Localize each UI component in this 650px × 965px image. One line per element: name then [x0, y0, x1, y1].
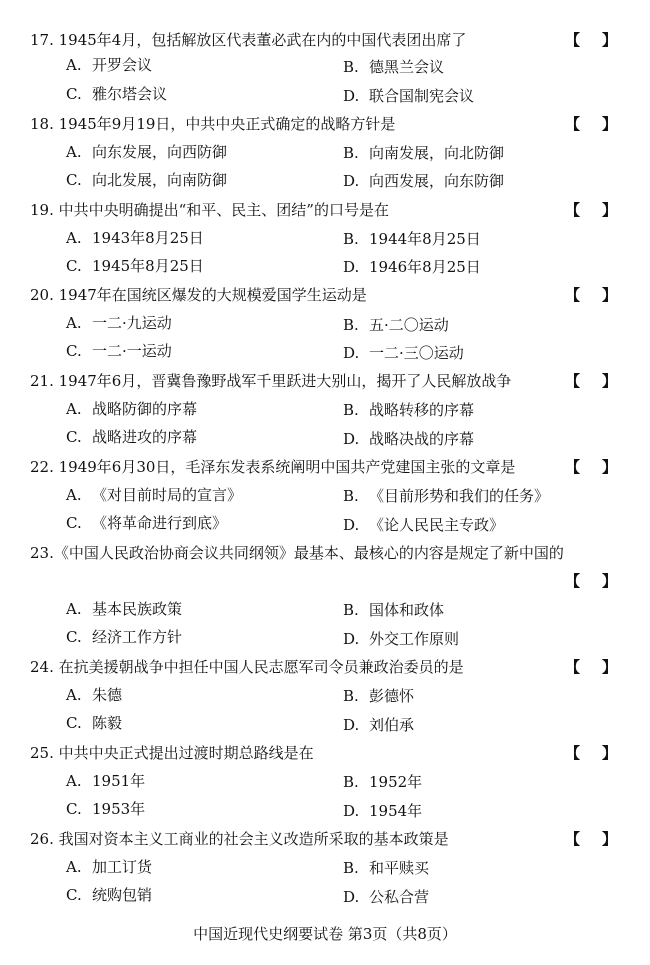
option-a	[66, 313, 172, 333]
option-text: 战略防御的序幕	[92, 400, 198, 418]
option-letter: A.	[66, 858, 82, 876]
question-stem: 20. 1947年在国统区爆发的大规模爱国学生运动是	[30, 286, 367, 304]
option-c	[66, 427, 197, 447]
option-text: 和平赎买	[369, 859, 430, 877]
option-b	[343, 143, 504, 163]
option-letter: A.	[66, 229, 82, 247]
answer-bracket[interactable]	[565, 457, 617, 477]
option-d	[343, 86, 474, 106]
option-text: 彭德怀	[369, 687, 415, 705]
option-text: 外交工作原则	[369, 630, 460, 648]
option-b	[343, 858, 429, 878]
option-text: 1954年	[369, 802, 423, 820]
bracket-open: 【	[565, 286, 581, 304]
option-text: 五·二〇运动	[369, 316, 449, 334]
answer-bracket[interactable]	[565, 200, 617, 220]
option-letter: B.	[343, 144, 359, 162]
option-letter: C.	[66, 514, 82, 532]
option-a	[66, 228, 204, 248]
question-stem: 23.《中国人民政治协商会议共同纲领》最基本、最核心的内容是规定了新中国的	[30, 544, 564, 562]
option-d	[343, 171, 504, 191]
answer-bracket[interactable]	[565, 285, 617, 305]
option-d	[343, 887, 429, 907]
option-text: 基本民族政策	[92, 600, 183, 618]
option-text: 国体和政体	[369, 601, 445, 619]
option-text: 开罗会议	[92, 56, 153, 74]
option-c	[66, 885, 152, 905]
option-letter: D.	[343, 888, 360, 906]
option-c	[66, 799, 145, 819]
bracket-open: 【	[565, 830, 581, 848]
option-text: 雅尔塔会议	[92, 85, 168, 103]
option-c	[66, 627, 182, 647]
option-text: 加工订货	[92, 858, 153, 876]
option-d	[343, 343, 464, 363]
option-letter: B.	[343, 316, 359, 334]
question-stem: 18. 1945年9月19日，中共中央正式确定的战略方针是	[30, 115, 396, 133]
option-text: 1944年8月25日	[369, 230, 481, 248]
option-text: 一二·九运动	[92, 314, 172, 332]
bracket-close: 】	[601, 372, 617, 390]
option-letter: A.	[66, 314, 82, 332]
option-text: 向西发展，向东防御	[369, 172, 505, 190]
option-letter: D.	[343, 172, 360, 190]
option-letter: A.	[66, 772, 82, 790]
option-text: 战略进攻的序幕	[92, 428, 198, 446]
question-stem: 17. 1945年4月，包括解放区代表董必武在内的中国代表团出席了	[30, 31, 467, 49]
option-letter: C.	[66, 886, 82, 904]
bracket-close: 】	[601, 115, 617, 133]
option-letter: D.	[343, 87, 360, 105]
option-c	[66, 170, 227, 190]
option-text: 向东发展，向西防御	[92, 143, 228, 161]
bracket-close: 】	[601, 572, 617, 590]
question-stem: 26. 我国对资本主义工商业的社会主义改造所采取的基本政策是	[30, 830, 449, 848]
option-text: 统购包销	[92, 886, 153, 904]
option-letter: B.	[343, 773, 359, 791]
option-text: 德黑兰会议	[369, 58, 445, 76]
option-letter: B.	[343, 401, 359, 419]
answer-bracket[interactable]	[565, 371, 617, 391]
option-text: 经济工作方针	[92, 628, 183, 646]
option-letter: D.	[343, 430, 360, 448]
option-letter: C.	[66, 714, 82, 732]
option-letter: B.	[343, 487, 359, 505]
option-text: 《将革命进行到底》	[92, 514, 228, 532]
option-b	[343, 600, 444, 620]
option-text: 战略转移的序幕	[369, 401, 475, 419]
option-letter: C.	[66, 628, 82, 646]
option-text: 《对目前时局的宣言》	[92, 486, 243, 504]
option-text: 朱德	[92, 686, 123, 704]
bracket-open: 【	[565, 115, 581, 133]
option-a	[66, 771, 145, 791]
bracket-close: 】	[601, 201, 617, 219]
option-letter: D.	[343, 344, 360, 362]
option-c	[66, 341, 172, 361]
option-text: 1951年	[92, 772, 146, 790]
answer-bracket[interactable]	[565, 30, 617, 50]
option-text: 刘伯承	[369, 716, 415, 734]
option-letter: C.	[66, 800, 82, 818]
option-letter: B.	[343, 230, 359, 248]
answer-bracket[interactable]	[565, 657, 617, 677]
option-text: 向北发展，向南防御	[92, 171, 228, 189]
option-letter: A.	[66, 56, 82, 74]
option-letter: D.	[343, 630, 360, 648]
option-d	[343, 429, 474, 449]
option-text: 联合国制宪会议	[369, 87, 475, 105]
question-stem: 22. 1949年6月30日，毛泽东发表系统阐明中国共产党建国主张的文章是	[30, 458, 516, 476]
option-letter: D.	[343, 802, 360, 820]
option-c	[66, 513, 227, 533]
option-letter: C.	[66, 257, 82, 275]
option-text: 1945年8月25日	[92, 257, 204, 275]
option-text: 1953年	[92, 800, 146, 818]
bracket-close: 】	[601, 286, 617, 304]
option-c	[66, 256, 204, 276]
option-text: 1952年	[369, 773, 423, 791]
question-stem: 21. 1947年6月，晋冀鲁豫野战军千里跃进大别山，揭开了人民解放战争	[30, 372, 512, 390]
option-d	[343, 629, 459, 649]
option-text: 《论人民民主专政》	[369, 516, 505, 534]
option-d	[343, 715, 414, 735]
option-text: 向南发展，向北防御	[369, 144, 505, 162]
answer-bracket[interactable]	[565, 743, 617, 763]
option-b	[343, 486, 549, 506]
option-letter: B.	[343, 687, 359, 705]
question-stem: 24. 在抗美援朝战争中担任中国人民志愿军司令员兼政治委员的是	[30, 658, 464, 676]
option-letter: B.	[343, 859, 359, 877]
option-a	[66, 142, 227, 162]
option-a	[66, 399, 197, 419]
option-b	[343, 686, 414, 706]
option-a	[66, 599, 182, 619]
bracket-close: 】	[601, 458, 617, 476]
option-b	[343, 57, 444, 77]
bracket-close: 】	[601, 744, 617, 762]
option-a	[66, 485, 242, 505]
question-stem: 25. 中共中央正式提出过渡时期总路线是在	[30, 744, 314, 762]
bracket-open: 【	[565, 744, 581, 762]
option-c	[66, 713, 122, 733]
option-d	[343, 515, 504, 535]
option-b	[343, 772, 422, 792]
option-letter: A.	[66, 143, 82, 161]
question-stem: 19. 中共中央明确提出“和平、民主、团结”的口号是在	[30, 201, 389, 219]
option-letter: B.	[343, 601, 359, 619]
option-text: 《目前形势和我们的任务》	[369, 487, 550, 505]
bracket-close: 】	[601, 658, 617, 676]
option-d	[343, 257, 481, 277]
option-letter: A.	[66, 600, 82, 618]
option-b	[343, 229, 481, 249]
option-letter: D.	[343, 258, 360, 276]
option-c	[66, 84, 167, 104]
bracket-open: 【	[565, 658, 581, 676]
bracket-open: 【	[565, 372, 581, 390]
option-letter: C.	[66, 342, 82, 360]
option-text: 陈毅	[92, 714, 123, 732]
option-d	[343, 801, 422, 821]
option-text: 战略决战的序幕	[369, 430, 475, 448]
option-a	[66, 685, 122, 705]
option-b	[343, 315, 449, 335]
option-letter: C.	[66, 171, 82, 189]
option-letter: D.	[343, 516, 360, 534]
option-b	[343, 400, 474, 420]
option-letter: B.	[343, 58, 359, 76]
bracket-open: 【	[565, 572, 581, 590]
bracket-close: 】	[601, 31, 617, 49]
option-text: 一二·一运动	[92, 342, 172, 360]
option-letter: C.	[66, 85, 82, 103]
bracket-open: 【	[565, 458, 581, 476]
option-letter: D.	[343, 716, 360, 734]
option-letter: A.	[66, 486, 82, 504]
answer-bracket[interactable]	[565, 571, 617, 591]
option-a	[66, 55, 152, 75]
option-letter: A.	[66, 400, 82, 418]
bracket-open: 【	[565, 201, 581, 219]
bracket-open: 【	[565, 31, 581, 49]
option-letter: A.	[66, 686, 82, 704]
answer-bracket[interactable]	[565, 114, 617, 134]
option-letter: C.	[66, 428, 82, 446]
option-text: 1946年8月25日	[369, 258, 481, 276]
option-text: 1943年8月25日	[92, 229, 204, 247]
page-footer: 中国近现代史纲要试卷 第3页（共8页）	[193, 925, 457, 943]
option-text: 一二·三〇运动	[369, 344, 464, 362]
answer-bracket[interactable]	[565, 829, 617, 849]
option-a	[66, 857, 152, 877]
bracket-close: 】	[601, 830, 617, 848]
option-text: 公私合营	[369, 888, 430, 906]
